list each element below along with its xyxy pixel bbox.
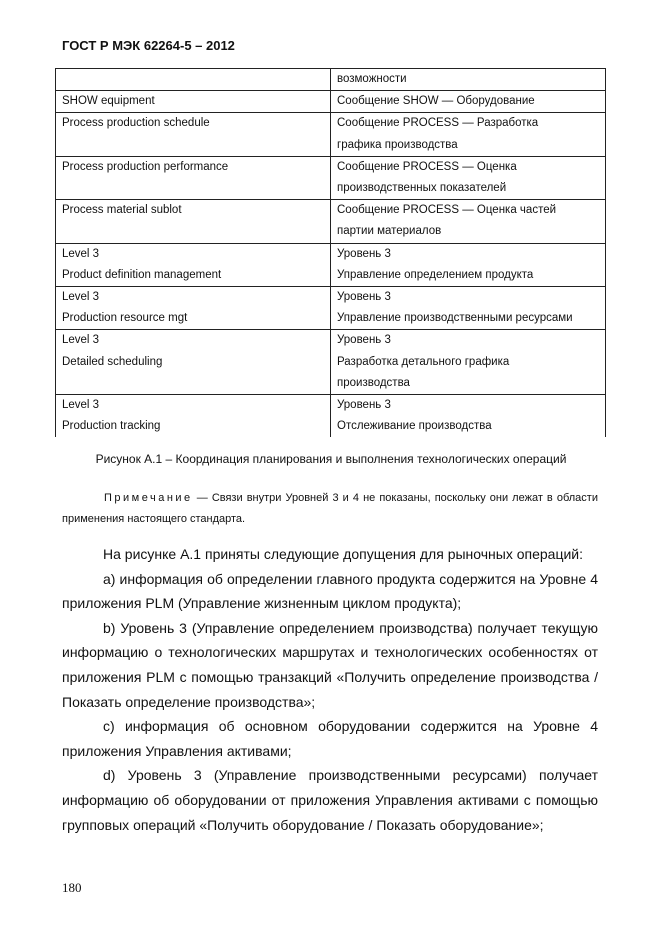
cell-line: Уровень 3 — [337, 334, 391, 347]
table-row — [56, 330, 606, 395]
russian-term-cell — [331, 113, 606, 156]
cell-line: Сообщение SHOW — Оборудование — [337, 95, 535, 108]
cell-line: Сообщение PROCESS — Оценка — [337, 160, 517, 173]
cell-line: Process material sublot — [62, 204, 182, 217]
table-row — [56, 243, 606, 286]
cell-line: Process production performance — [62, 160, 229, 173]
cell-line: возможности — [337, 73, 407, 85]
cell-line: Управление производственными ресурсами — [337, 312, 573, 325]
cell-line: графика производства — [337, 138, 458, 151]
paragraph: На рисунке A.1 приняты следующие допущения для рыночных операций: — [103, 546, 584, 562]
russian-term-cell — [331, 156, 606, 199]
cell-line: Process production schedule — [62, 117, 210, 130]
table-row — [56, 287, 606, 330]
russian-term-cell — [331, 91, 606, 113]
note-head: Примечание — [104, 492, 193, 504]
body-text — [62, 542, 598, 837]
note-text: — Связи внутри Уровней 3 и 4 не показаны, поскольку они лежат в области применения настоящего стандарта. — [62, 492, 598, 525]
cell-line: SHOW equipment — [62, 95, 155, 108]
cell-line: производственных показателей — [337, 182, 507, 195]
cell-line: Production tracking — [62, 420, 161, 433]
table-row — [56, 156, 606, 199]
page-number: 180 — [62, 880, 82, 895]
cell-line: Production resource mgt — [62, 312, 188, 325]
cell-line: Level 3 — [62, 399, 100, 412]
paragraph: b) Уровень 3 (Управление определением производства) получает текущую информацию о технологических маршрутах и технологических особенностях от приложения PLM с помощью транзакций «Получить определение производства / Показать определение производства»; — [62, 619, 598, 710]
english-term-cell — [56, 243, 331, 286]
cell-line: Уровень 3 — [337, 247, 391, 260]
cell-line: Level 3 — [62, 247, 100, 260]
table-row — [56, 113, 606, 156]
table-row — [56, 69, 606, 91]
cell-line: Level 3 — [62, 291, 100, 304]
cell-line: Уровень 3 — [337, 291, 391, 304]
russian-term-cell — [331, 395, 606, 438]
english-term-cell — [56, 330, 331, 395]
russian-term-cell — [331, 200, 606, 243]
cell-line: Уровень 3 — [337, 399, 391, 412]
cell-line: партии материалов — [337, 225, 442, 238]
cell-line: Level 3 — [62, 334, 100, 347]
english-term-cell — [56, 69, 331, 91]
figure-caption: Рисунок A.1 – Координация планирования и выполнения технологических операций — [95, 452, 567, 466]
russian-term-cell — [331, 243, 606, 286]
document-header: ГОСТ Р МЭК 62264-5 – 2012 — [62, 38, 235, 53]
russian-term-cell — [331, 330, 606, 395]
cell-line: Detailed scheduling — [62, 355, 163, 368]
cell-line: производства — [337, 376, 410, 389]
russian-term-cell — [331, 287, 606, 330]
paragraph: d) Уровень 3 (Управление производственными ресурсами) получает информацию об оборудовании от приложения Управления активами с помощью групповых операций «Получить оборудование / Показать оборудование»; — [62, 767, 598, 833]
english-term-cell — [56, 113, 331, 156]
english-term-cell — [56, 156, 331, 199]
english-term-cell — [56, 395, 331, 438]
english-term-cell — [56, 91, 331, 113]
terms-table — [55, 68, 606, 437]
cell-line: Разработка детального графика — [337, 355, 510, 368]
english-term-cell — [56, 200, 331, 243]
note — [62, 488, 598, 530]
english-term-cell — [56, 287, 331, 330]
table-row — [56, 91, 606, 113]
table-row — [56, 200, 606, 243]
cell-line: Управление определением продукта — [337, 268, 534, 281]
cell-line: Product definition management — [62, 268, 222, 281]
paragraph: c) информация об основном оборудовании содержится на Уровне 4 приложения Управления активами; — [62, 718, 598, 759]
cell-line: Отслеживание производства — [337, 420, 492, 433]
cell-line — [62, 69, 324, 90]
table-row — [56, 395, 606, 438]
cell-line: Сообщение PROCESS — Разработка — [337, 117, 539, 130]
cell-line: Сообщение PROCESS — Оценка частей — [337, 204, 557, 217]
russian-term-cell — [331, 69, 606, 91]
paragraph: a) информация об определении главного продукта содержится на Уровне 4 приложения PLM (Управление жизненным циклом продукта); — [62, 570, 598, 612]
